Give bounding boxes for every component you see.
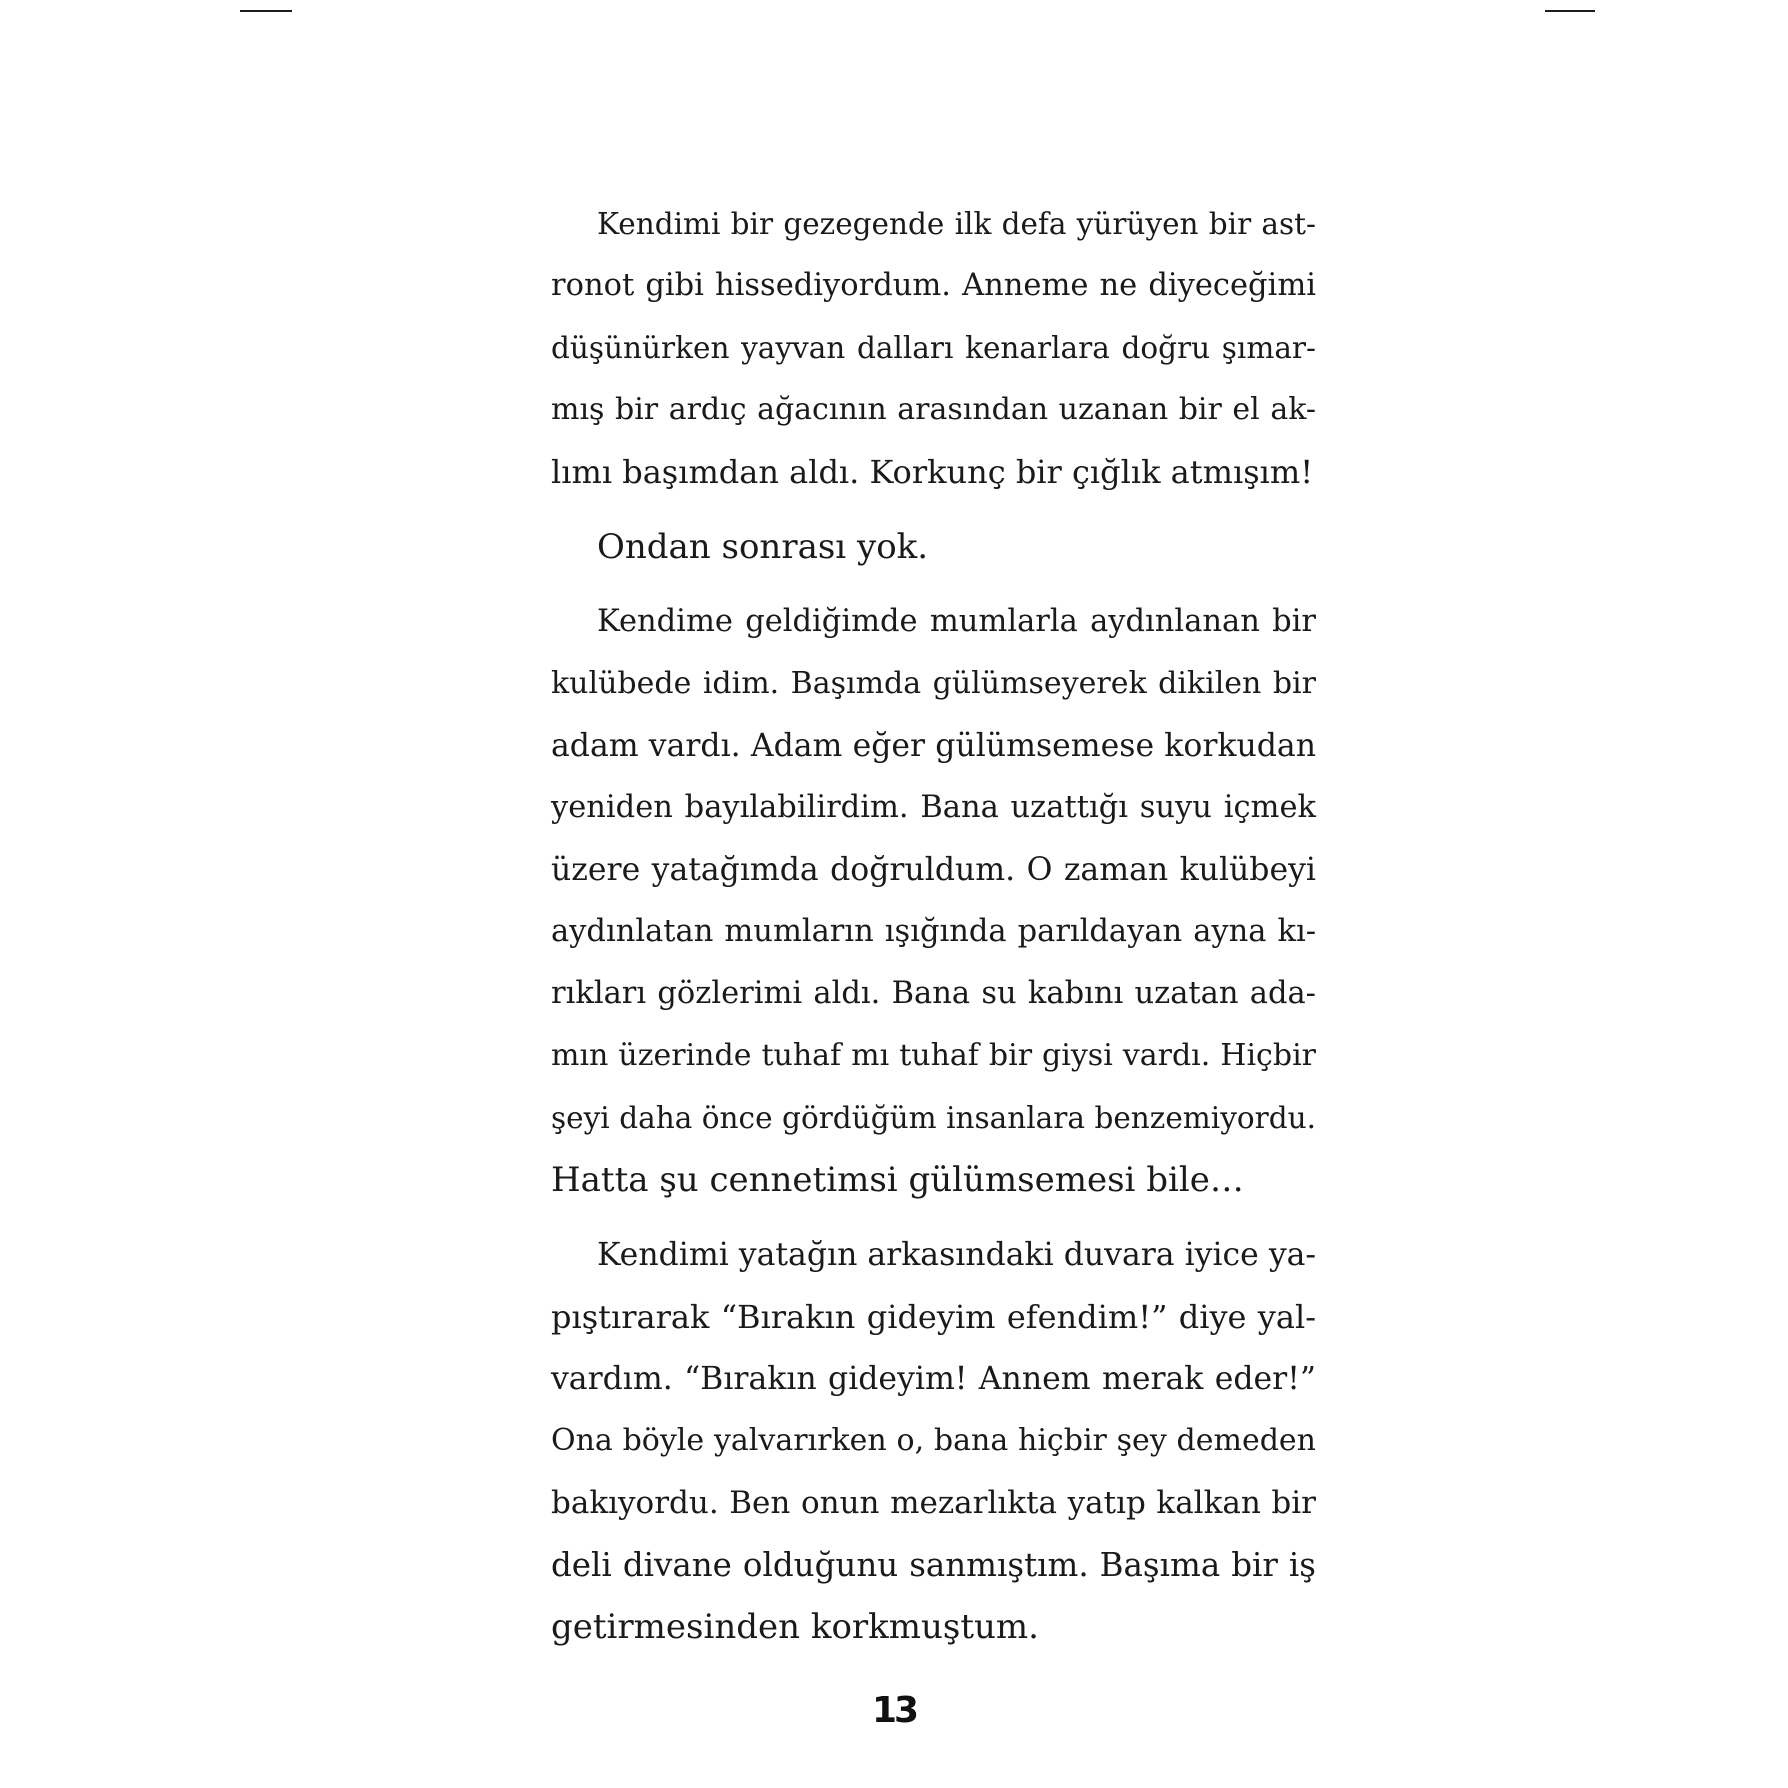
page-number: 13 — [871, 1690, 917, 1731]
text-line: Kendimi yatağın arkasındaki duvara iyice ya- — [597, 1237, 1317, 1273]
text-line: Kendimi bir gezegende ilk defa yürüyen bir ast- — [597, 207, 1316, 241]
text-line: Kendime geldiğimde mumlarla aydınlanan bir — [597, 604, 1316, 639]
text-line: üzere yatağımda doğruldum. O zaman kulübeyi — [551, 852, 1316, 888]
text-line: mın üzerinde tuhaf mı tuhaf bir giysi vardı. Hiçbir — [551, 1038, 1316, 1073]
text-line: getirmesinden korkmuştum. — [551, 1607, 1039, 1647]
text-line: bakıyordu. Ben onun mezarlıkta yatıp kalkan bir — [551, 1485, 1316, 1521]
crop-mark-right — [1545, 10, 1595, 12]
text-line: rıkları gözlerimi aldı. Bana su kabını uzatan ada- — [551, 976, 1316, 1011]
text-line: adam vardı. Adam eğer gülümsemese korkudan — [551, 728, 1316, 764]
text-line: deli divane olduğunu sanmıştım. Başıma bir iş — [551, 1546, 1316, 1584]
crop-mark-left — [240, 10, 292, 12]
text-line: aydınlatan mumların ışığında parıldayan ayna kı- — [551, 914, 1316, 949]
text-line: pıştırarak “Bırakın gideyim efendim!” diye yal- — [551, 1298, 1316, 1336]
text-line: Ona böyle yalvarırken o, bana hiçbir şey demeden — [551, 1423, 1316, 1458]
text-line: şeyi daha önce gördüğüm insanlara benzemiyordu. — [551, 1101, 1316, 1135]
text-line: kulübede idim. Başımda gülümseyerek dikilen bir — [551, 666, 1316, 701]
text-line: Hatta şu cennetimsi gülümsemesi bile… — [551, 1160, 1244, 1200]
text-line: düşünürken yayvan dalları kenarlara doğru şımar- — [551, 331, 1316, 365]
text-line: Ondan sonrası yok. — [597, 527, 929, 567]
text-line: lımı başımdan aldı. Korkunç bir çığlık atmışım! — [551, 453, 1314, 491]
text-line: ronot gibi hissediyordum. Anneme ne diyeceğimi — [551, 268, 1316, 303]
text-line: vardım. “Bırakın gideyim! Annem merak eder!” — [551, 1361, 1316, 1397]
text-line: yeniden bayılabilirdim. Bana uzattığı suyu içmek — [551, 790, 1316, 825]
text-line: mış bir ardıç ağacının arasından uzanan bir el ak- — [551, 392, 1316, 427]
